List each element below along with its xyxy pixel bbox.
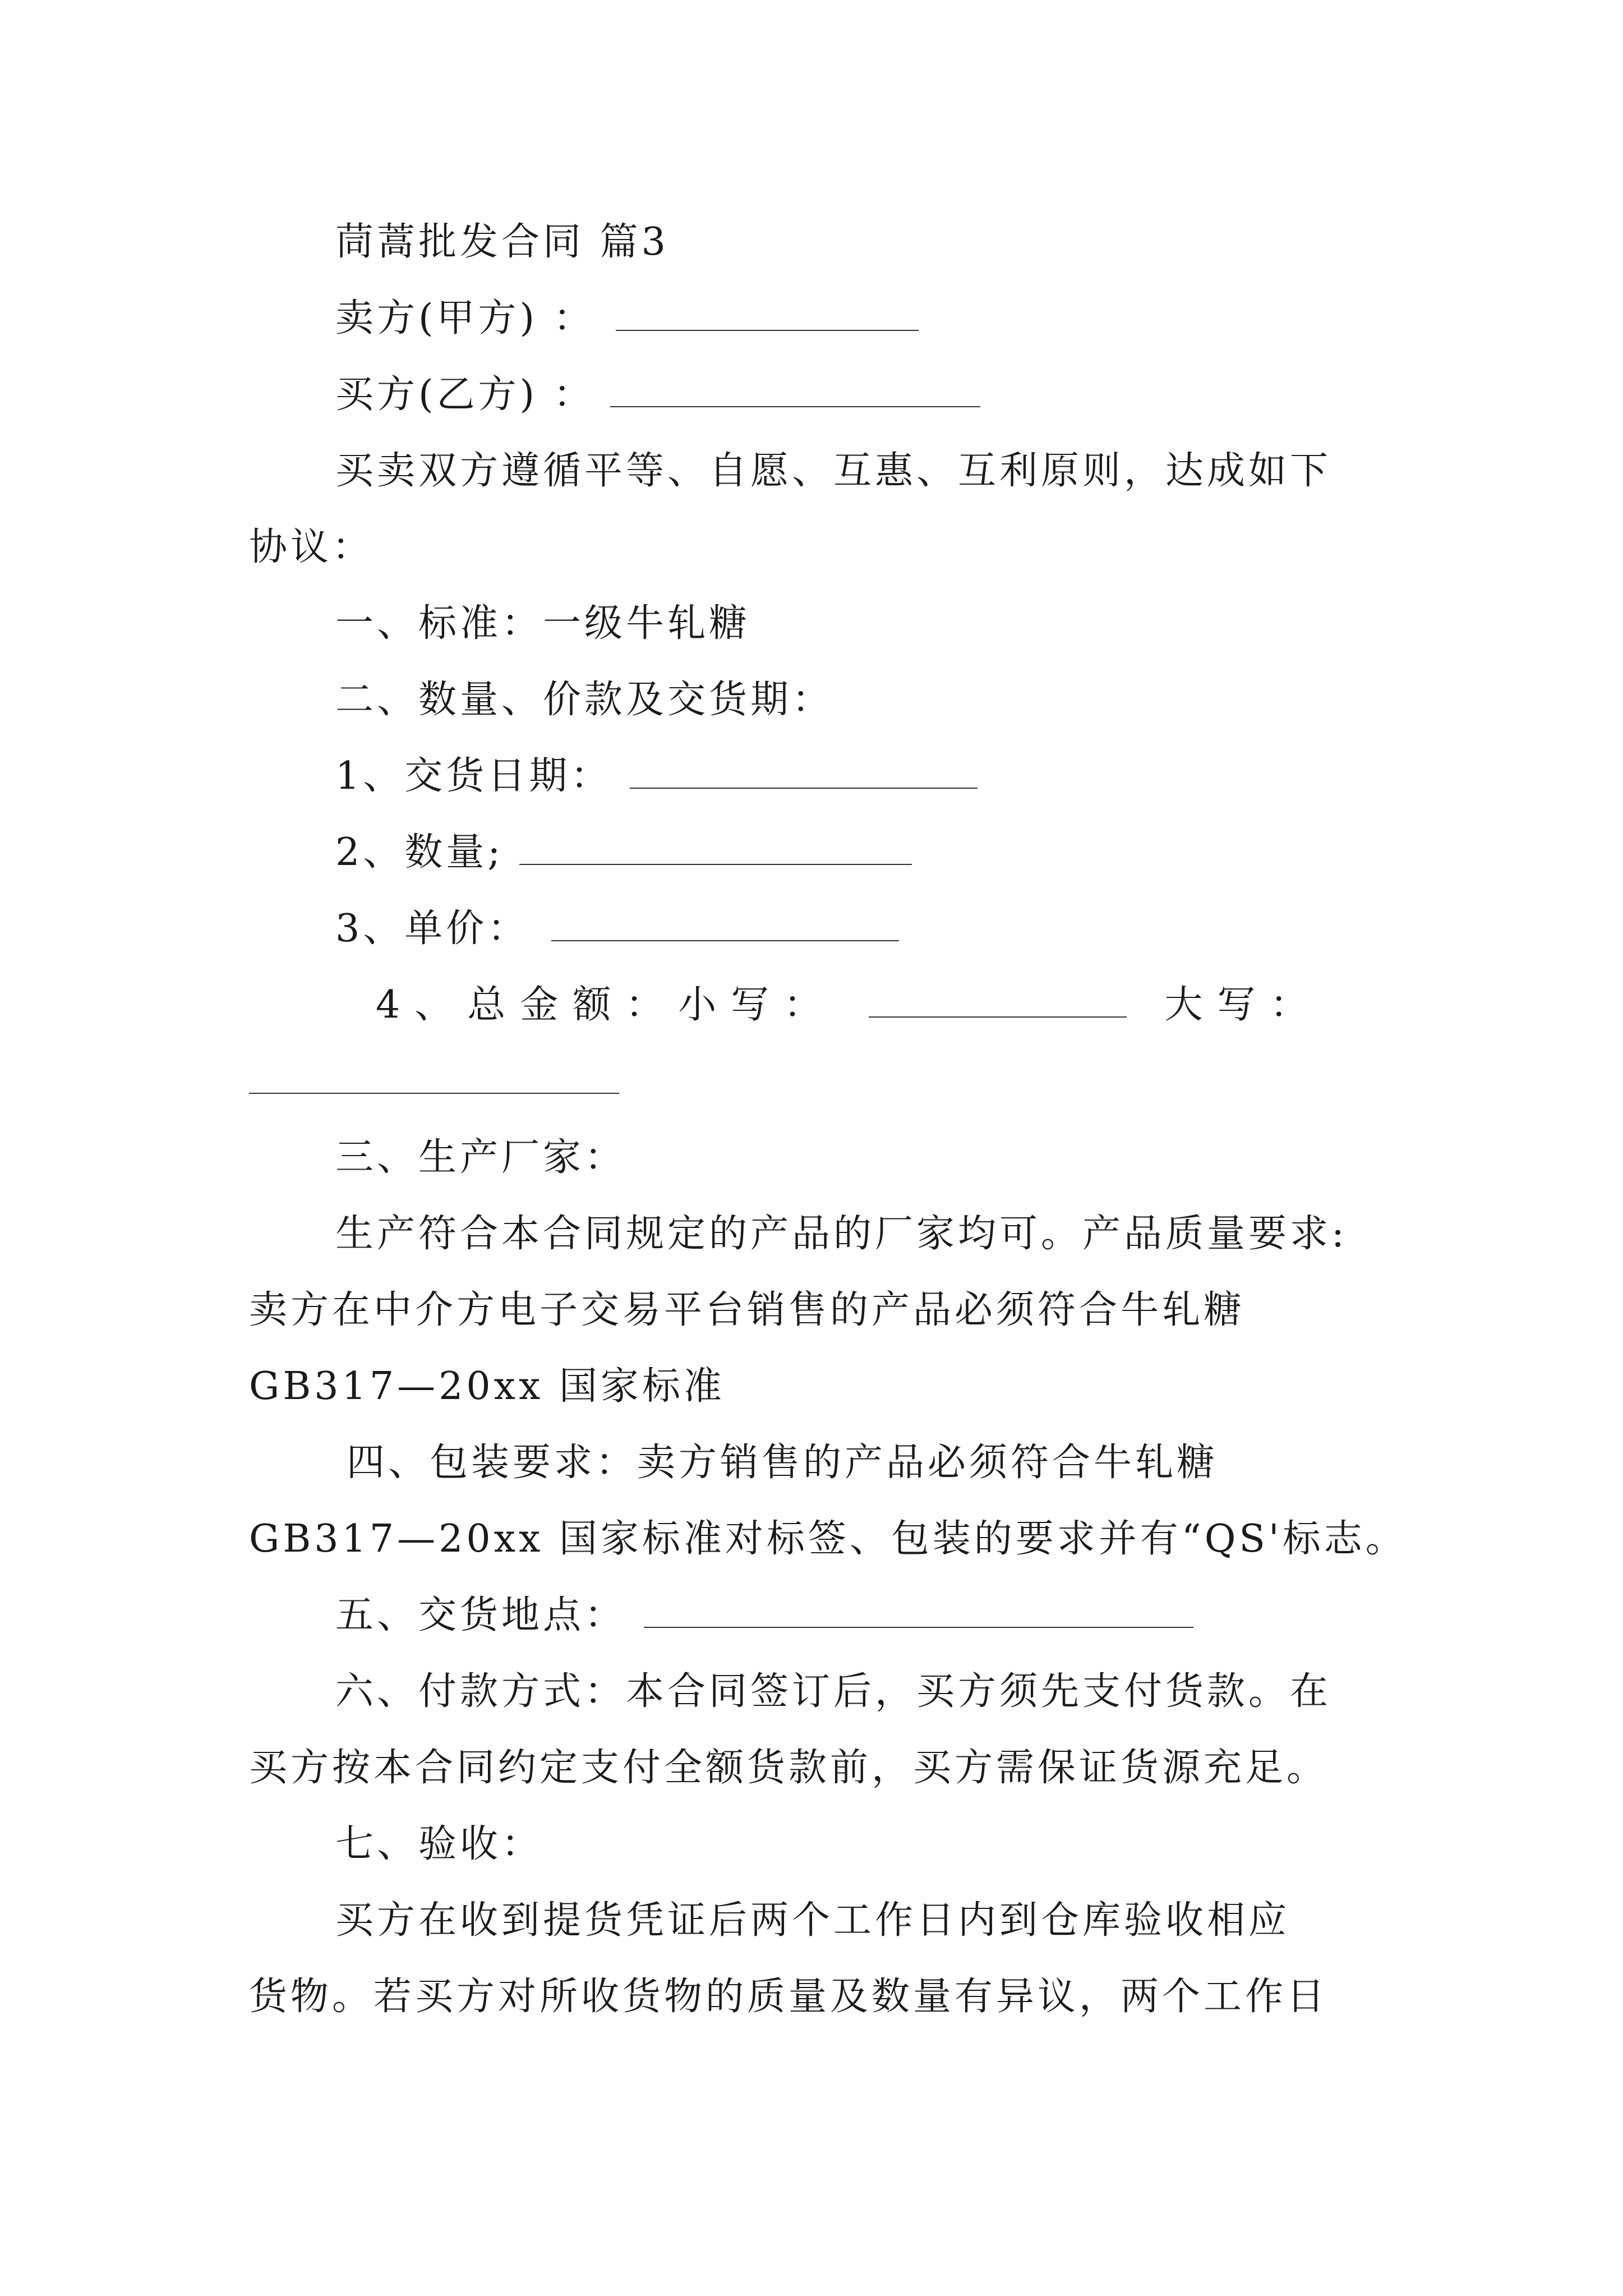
buyer-line xyxy=(0,367,1623,423)
total-small-label: 4、总金额：小写： xyxy=(376,983,837,1027)
unit-price-label: 3、单价： xyxy=(335,907,529,951)
section-1-text: 一、标准：一级牛轧糖 xyxy=(335,601,751,646)
delivery-place-line xyxy=(0,1588,1623,1644)
section-7-heading xyxy=(0,1816,1623,1872)
section-6-line-2 xyxy=(0,1740,1623,1796)
buyer-label: 买方(乙方) ： xyxy=(335,372,595,417)
section-7-para-2-text: 货物。若买方对所收货物的质量及数量有异议，两个工作日 xyxy=(249,1975,1329,2019)
total-amount-line xyxy=(0,977,1623,1033)
unit-price-line xyxy=(0,901,1623,957)
total-large-blank xyxy=(249,1060,619,1094)
section-4-text-2: GB317—20xx 国家标准对标签、包装的要求并有“QS'标志。 xyxy=(249,1517,1407,1561)
section-3-para-2-text: 卖方在中介方电子交易平台销售的产品必须符合牛轧糖 xyxy=(249,1288,1246,1332)
total-large-line xyxy=(0,1053,1623,1110)
unit-price-blank xyxy=(551,908,899,941)
quantity-blank xyxy=(519,831,912,865)
total-small-blank xyxy=(869,984,1127,1018)
intro-text-2: 协议： xyxy=(249,525,374,569)
seller-label: 卖方(甲方) ： xyxy=(335,296,595,341)
document-title xyxy=(0,214,1623,270)
section-3-para-3 xyxy=(0,1359,1623,1415)
section-4-line-2 xyxy=(0,1511,1623,1567)
section-2-text: 二、数量、价款及交货期： xyxy=(335,678,834,722)
delivery-date-blank xyxy=(630,755,978,789)
section-4-line-1 xyxy=(0,1435,1623,1491)
title-text: 茼蒿批发合同 篇3 xyxy=(335,220,669,264)
delivery-date-line xyxy=(0,748,1623,804)
delivery-date-label: 1、交货日期： xyxy=(335,754,612,798)
section-3-para-1 xyxy=(0,1206,1623,1262)
section-1 xyxy=(0,596,1623,652)
section-6-text-1: 六、付款方式：本合同签订后，买方须先支付货款。在 xyxy=(335,1669,1332,1714)
section-7-para-1-text: 买方在收到提货凭证后两个工作日内到仓库验收相应 xyxy=(335,1898,1290,1943)
quantity-line xyxy=(0,825,1623,881)
delivery-place-label: 五、交货地点： xyxy=(335,1593,626,1637)
section-3-para-2 xyxy=(0,1282,1623,1338)
seller-line xyxy=(0,291,1623,347)
buyer-blank xyxy=(610,374,980,407)
delivery-place-blank xyxy=(644,1594,1193,1628)
section-6-line-1 xyxy=(0,1664,1623,1720)
section-3-heading xyxy=(0,1130,1623,1186)
total-large-label: 大写： xyxy=(1164,983,1323,1027)
section-6-text-2: 买方按本合同约定支付全额货款前，买方需保证货源充足。 xyxy=(249,1746,1329,1790)
section-7-para-1 xyxy=(0,1893,1623,1949)
intro-text-1: 买卖双方遵循平等、自愿、互惠、互利原则，达成如下 xyxy=(335,449,1332,493)
intro-line-2 xyxy=(0,519,1623,576)
section-2-heading xyxy=(0,672,1623,728)
section-4-text-1: 四、包装要求：卖方销售的产品必须符合牛轧糖 xyxy=(347,1441,1219,1485)
section-7-text: 七、验收： xyxy=(335,1822,543,1866)
seller-blank xyxy=(616,297,919,331)
section-3-para-3-text: GB317—20xx 国家标准 xyxy=(249,1364,725,1409)
section-3-para-1-text: 生产符合本合同规定的产品的厂家均可。产品质量要求: xyxy=(335,1212,1348,1256)
section-7-para-2 xyxy=(0,1969,1623,2025)
section-3-text: 三、生产厂家： xyxy=(335,1135,626,1180)
intro-line-1 xyxy=(0,443,1623,499)
quantity-label: 2、数量; xyxy=(335,830,504,875)
